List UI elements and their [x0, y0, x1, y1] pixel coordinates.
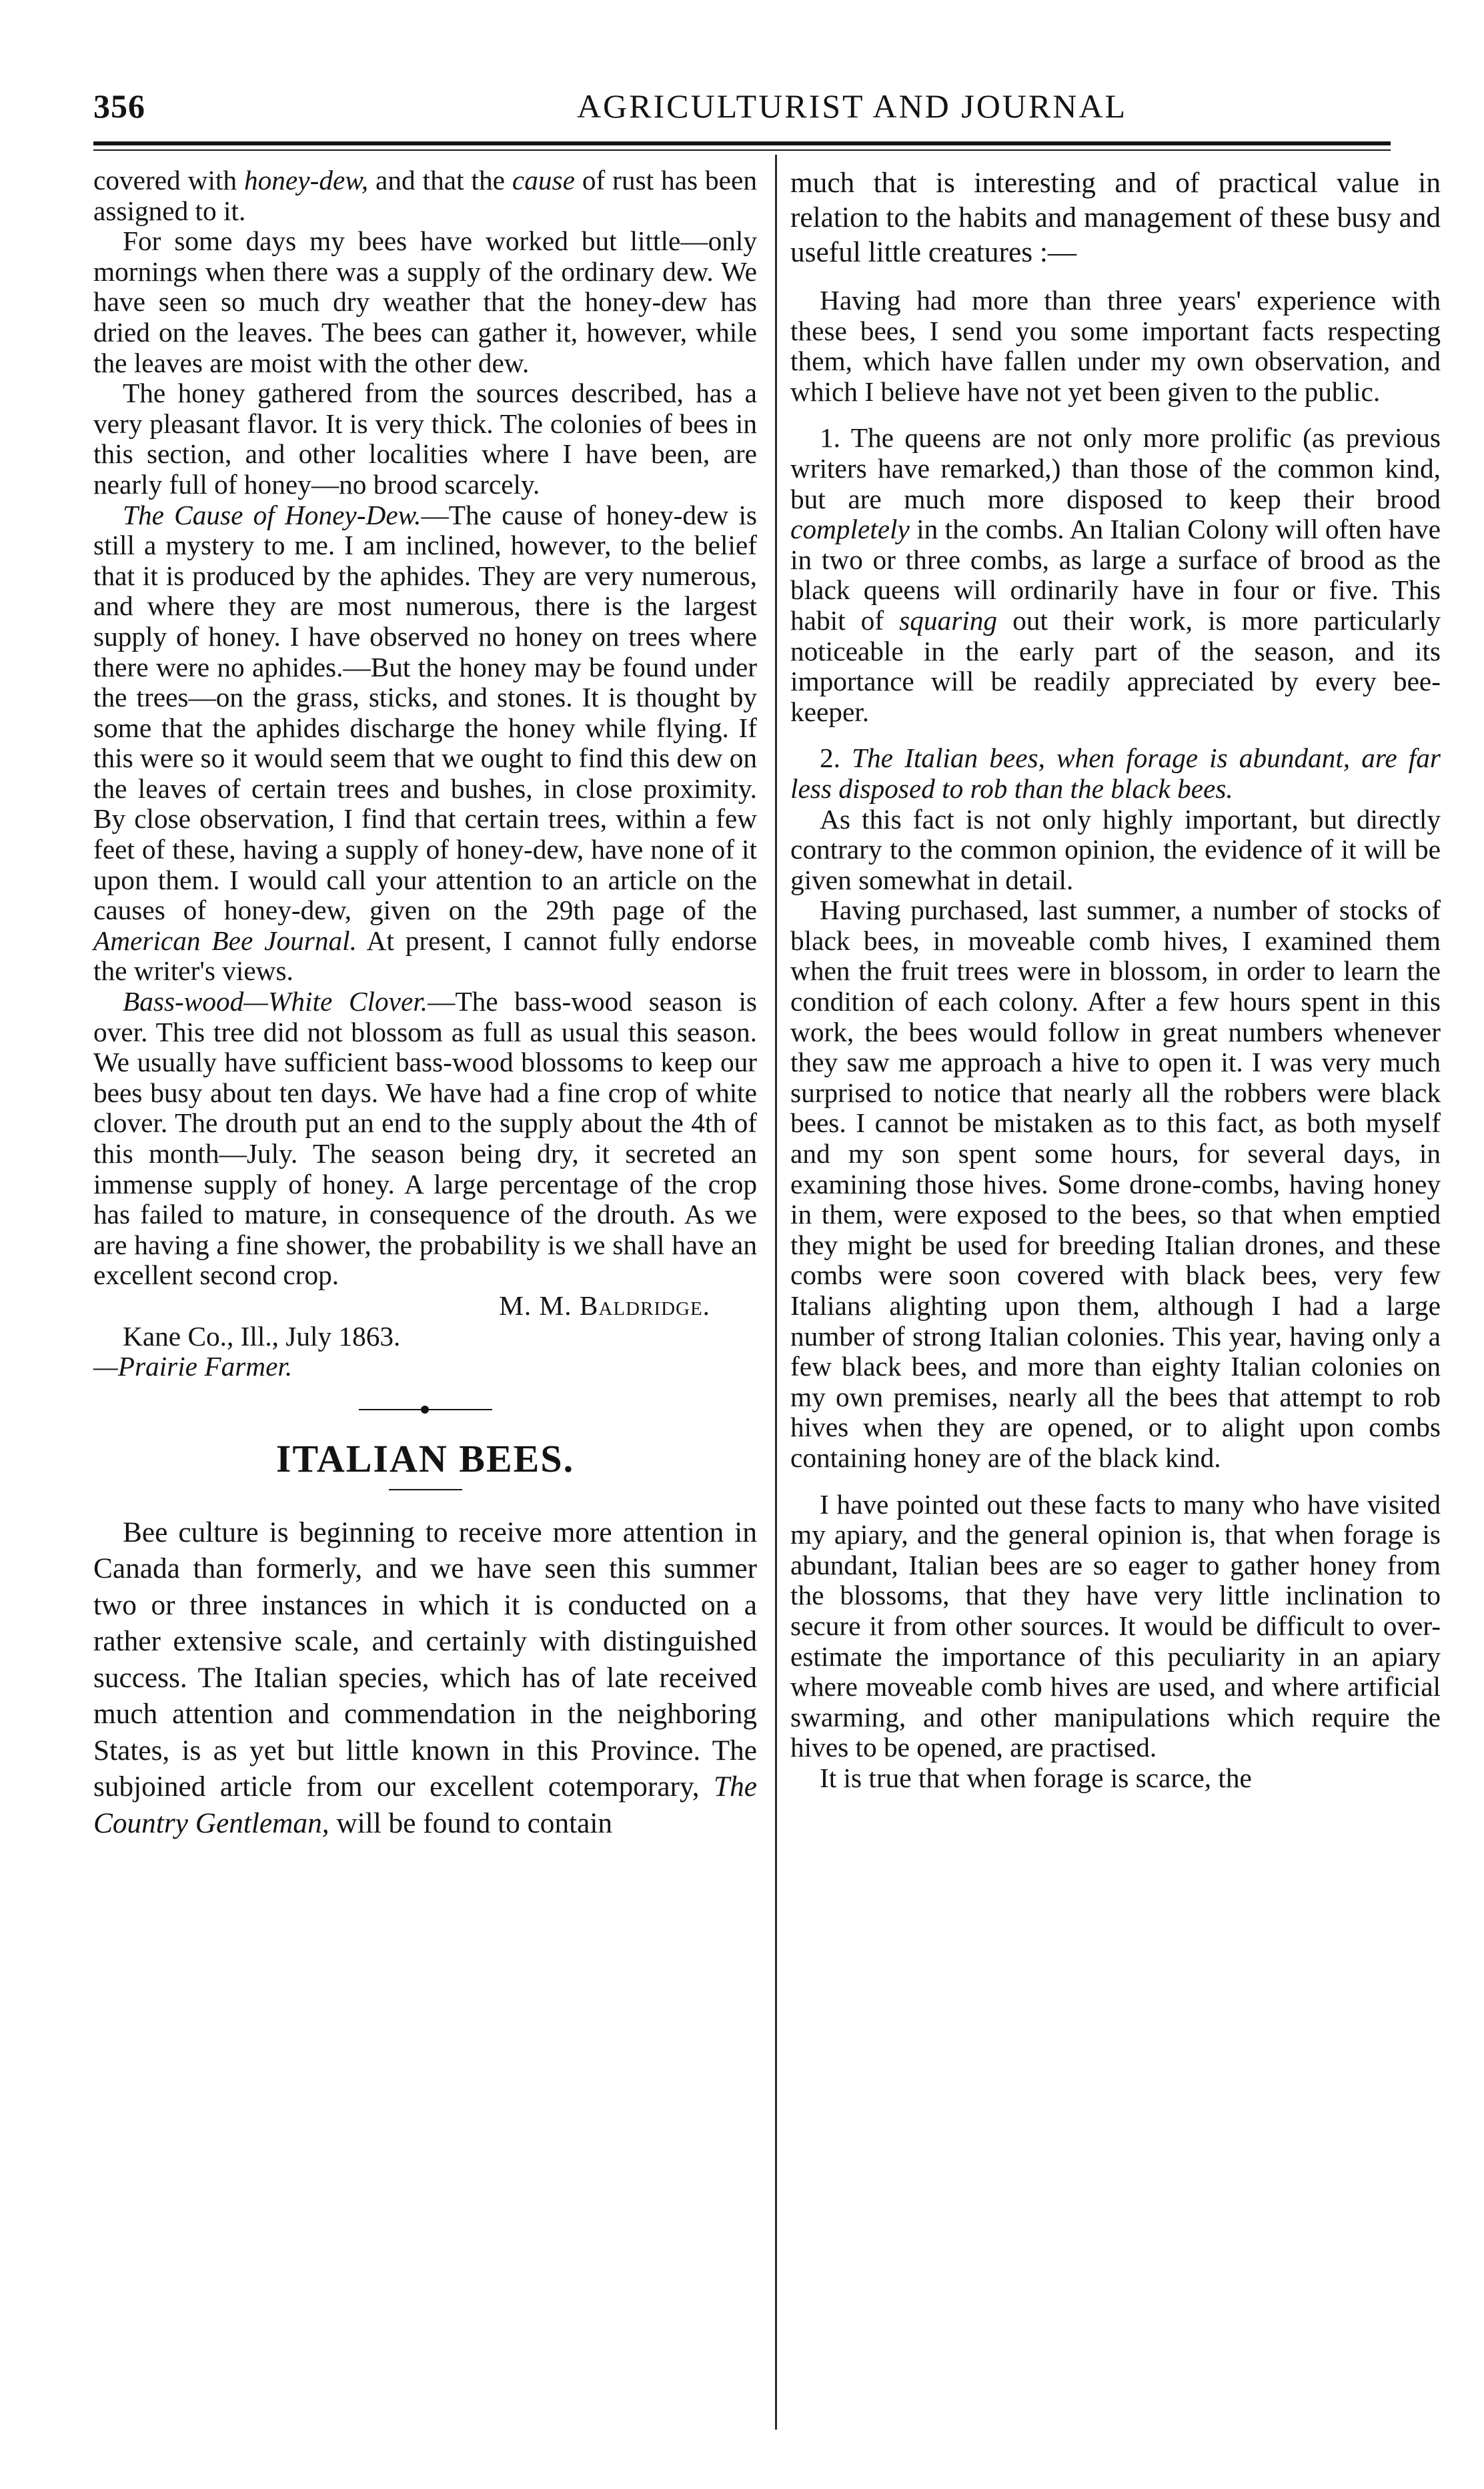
signature: M. M. Baldridge. [499, 1290, 710, 1321]
paragraph: Having had more than three years' experience with these bees, I send you some important facts respecting them, which have fallen under my own observation, and which I believe have not yet been given to the public. [790, 285, 1441, 407]
paragraph: 2. The Italian bees, when forage is abundant, are far less disposed to rob than the black bees. [790, 742, 1441, 804]
paragraph: For some days my bees have worked but little—only mornings when there was a supply of the ordinary dew. We have seen so much dry weather that the honey-dew has dried on the leaves. The bees can gather it, however, while the leaves are moist with the other dew. [93, 225, 757, 378]
subhead-basswood: Bass-wood—White Clover. [123, 986, 428, 1017]
heading-rule [389, 1489, 462, 1490]
journal-reference: American Bee Journal. [93, 925, 357, 956]
paragraph: The Cause of Honey-Dew.—The cause of honey-dew is still a mystery to me. I am inclined, however, to the belief that it is produced by the aphides. They are very numerous, and where they are most numerous, there is the largest supply of honey. I have observed no honey on trees where there were no aphides.—But the honey may be found under the trees—on the grass, sticks, and stones. It is thought by some that the aphides discharge the honey while flying. If this were so it would seem that we ought to find this dew on the leaves of certain trees and bushes, in close proximity. By close observation, I find that certain trees, within a few feet of these, having a supply of honey-dew, have none of it upon them. I would call your attention to an article on the causes of honey-dew, given on the 29th page of the American Bee Journal. At present, I cannot fully endorse the writer's views. [93, 499, 757, 987]
paragraph: The honey gathered from the sources described, has a very pleasant flavor. It is very thick. The colonies of bees in this section, and other localities where I have been, are nearly full of honey—no brood scarcely. [93, 378, 757, 500]
running-title: AGRICULTURIST AND JOURNAL [576, 87, 1128, 125]
paragraph: Bass-wood—White Clover.—The bass-wood season is over. This tree did not blossom as full as usual this season. We usually have sufficient bass-wood blossoms to keep our bees busy about ten days. We have had a fine crop of white clover. The drouth put an end to the supply about the 4th of this month—July. The season being dry, it secreted an immense supply of honey. A large percentage of the crop has failed to mature, in consequence of the drouth. As we are having a fine shower, the probability is we shall have an excellent second crop. [93, 986, 757, 1291]
paragraph: As this fact is not only highly important, but directly contrary to the common opinion, the evidence of it will be given somewhat in detail. [790, 803, 1441, 895]
paragraph: much that is interesting and of practical value in relation to the habits and management of these busy and useful little creatures :— [790, 167, 1441, 268]
paragraph: It is true that when forage is scarce, the [820, 1762, 1252, 1793]
source-credit: —Prairie Farmer. [93, 1351, 293, 1382]
subhead-honey-dew: The Cause of Honey-Dew. [123, 499, 422, 530]
dateline: Kane Co., Ill., July 1863. [123, 1320, 401, 1352]
paragraph: 1. The queens are not only more prolific (as previous writers have remarked,) than those of the common kind, but are much more disposed to keep their brood completely in the combs. An Italian Colony will often have in two or three combs, as large a surface of brood as the black queens will ordinarily have in four or five. This habit of squaring out their work, is more particularly noticeable in the early part of the season, and its importance will be readily appreciated by every bee-keeper. [790, 422, 1441, 727]
left-column [93, 165, 757, 1841]
section-title: ITALIAN BEES. [275, 1436, 575, 1480]
paragraph: covered with honey-dew, and that the cause of rust has been assigned to it. [93, 165, 757, 226]
column-divider [775, 155, 777, 2430]
right-column [790, 165, 1441, 1794]
page-number: 356 [93, 87, 145, 125]
separator-rule [359, 1409, 492, 1410]
source-reference: The Country Gentleman, [93, 1771, 757, 1839]
paragraph: Bee culture is beginning to receive more attention in Canada than formerly, and we have seen this summer two or three instances in which it is conducted on a rather extensive scale, and certainly with distinguished success. The Italian species, which has of late received much attention and commendation in the neighboring States, is as yet but little known in this Province. The subjoined article from our excellent cotemporary, The Country Gentleman, will be found to contain [93, 1516, 757, 1839]
header-rule-thick [93, 141, 1391, 145]
paragraph: I have pointed out these facts to many who have visited my apiary, and the general opinion is, that when forage is abundant, Italian bees are so eager to gather honey from the blossoms, that they have very little inclination to secure it from other sources. It would be difficult to over-estimate the importance of this peculiarity in an apiary where moveable comb hives are used, and where artificial swarming, and other manipulations which require the hives to be opened, are practised. [790, 1488, 1441, 1763]
page-header [93, 87, 1391, 133]
separator-dot [421, 1406, 429, 1414]
paragraph: Having purchased, last summer, a number of stocks of black bees, in moveable comb hives, I examined them when the fruit trees were in blossom, in order to learn the condition of each colony. After a few hours spent in this work, the bees would follow in great numbers whenever they saw me approach a hive to open it. I was very much surprised to notice that nearly all the robbers were black bees. I cannot be mistaken as to this fact, as both myself and my son spent some hours, for several days, in examining those hives. Some drone-combs, having honey in them, were exposed to the bees, so that when emptied they might be used for breeding Italian drones, and these combs were soon covered with black bees, very few Italians alighting upon them, although I had a large number of strong Italian colonies. This year, having only a few black bees, and more than eighty Italian colonies on my own premises, nearly all the bees that attempt to rob hives when they are opened, or to alight upon combs containing honey are of the black kind. [790, 895, 1441, 1473]
header-rule-thin [93, 149, 1391, 151]
